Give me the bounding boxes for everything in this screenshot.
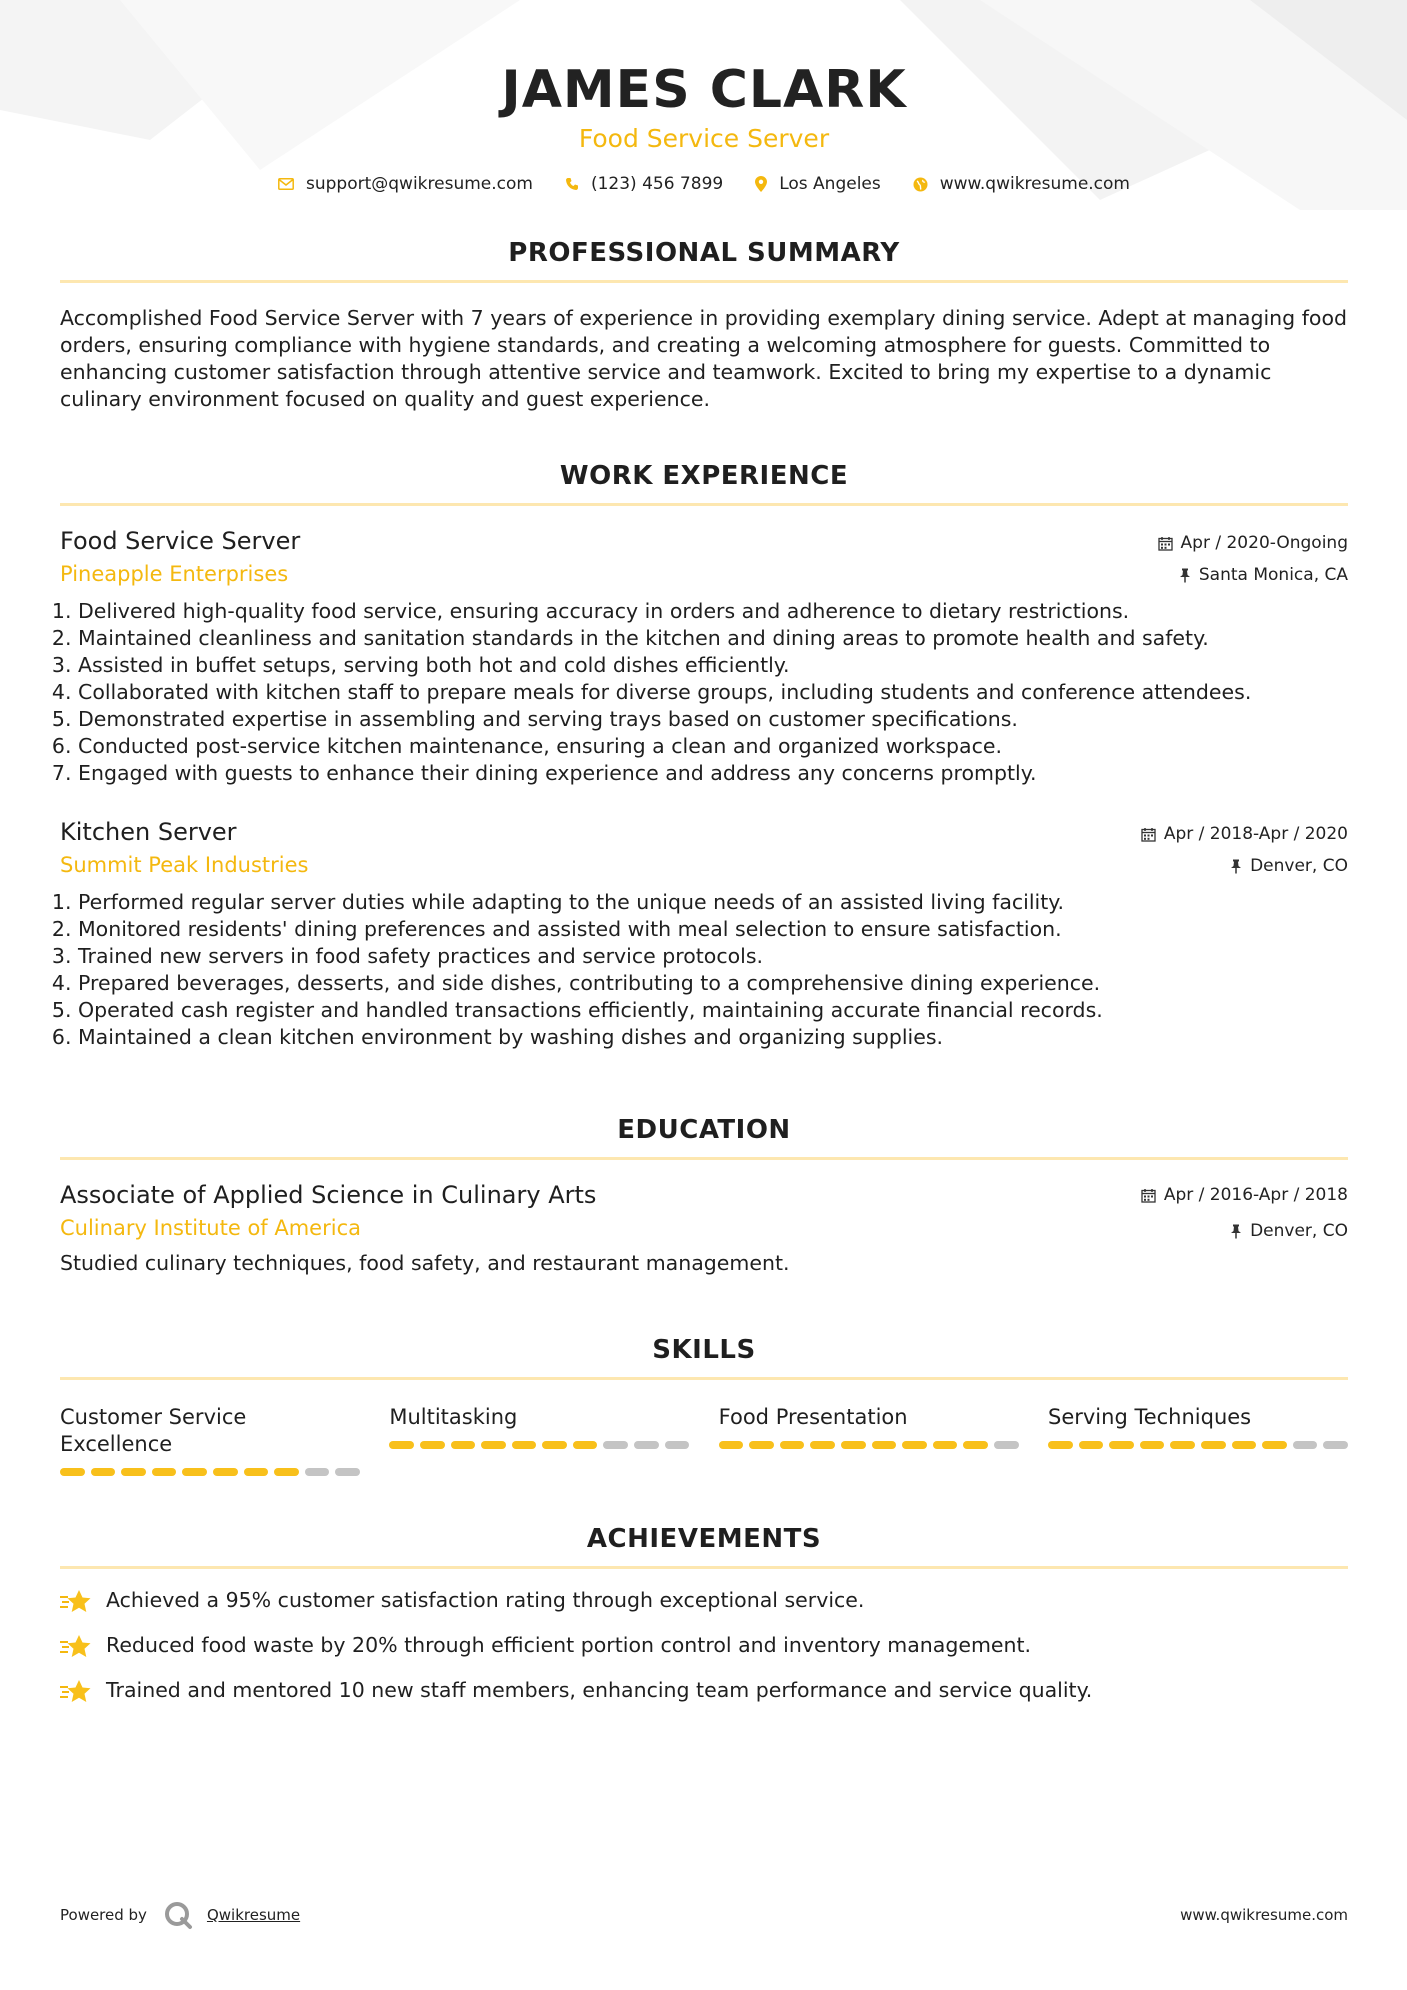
contact-website[interactable] <box>913 174 1130 194</box>
skill-name: Multitasking <box>389 1405 518 1429</box>
envelope-icon <box>278 178 294 190</box>
calendar-icon <box>1141 1188 1156 1203</box>
rating-dot-filled <box>933 1441 958 1449</box>
rating-dot-empty <box>305 1468 330 1476</box>
rating-dot-filled <box>719 1441 744 1449</box>
degree-title: Associate of Applied Science in Culinary Arts <box>60 1181 597 1209</box>
rating-dot-filled <box>1232 1441 1257 1449</box>
company-name: Pineapple Enterprises <box>60 562 289 586</box>
list-item: 7. Engaged with guests to enhance their dining experience and address any concerns promptly. <box>78 760 1348 787</box>
website-text: www.qwikresume.com <box>939 174 1130 194</box>
achievements-section <box>60 1524 1348 1704</box>
rating-dot-empty <box>1323 1441 1348 1449</box>
rating-dot-filled <box>1048 1441 1073 1449</box>
summary-text: Accomplished Food Service Server with 7 years of experience in providing exemplary dining service. Adept at managing food orders, ensuring compliance with hygiene standards, and creating a welcoming atmosphere for guests. Committed to enhancing customer satisfaction through attentive service and teamwork. Excited to bring my expertise to a dynamic culinary environment focused on quality and guest experience. <box>60 306 1348 411</box>
star-icon <box>60 1588 92 1614</box>
section-divider <box>60 503 1348 506</box>
list-item: 1. Delivered high-quality food service, ensuring accuracy in orders and adherence to dietary restrictions. <box>78 598 1348 625</box>
skill-rating <box>60 1468 360 1476</box>
email-text: support@qwikresume.com <box>306 174 533 194</box>
resume-header <box>60 0 1348 194</box>
achievement-item <box>60 1587 1348 1614</box>
globe-icon <box>913 177 928 192</box>
achievement-text: Reduced food waste by 20% through efficient portion control and inventory management. <box>106 1633 1032 1657</box>
skill-name: Customer Service Excellence <box>60 1405 247 1456</box>
contact-email[interactable] <box>278 174 533 194</box>
rating-dot-filled <box>1109 1441 1134 1449</box>
list-item: 4. Collaborated with kitchen staff to prepare meals for diverse groups, including students and conference attendees. <box>78 679 1348 706</box>
page-footer <box>60 1900 1348 1930</box>
job-title: Food Service Server <box>60 527 301 555</box>
map-pin-icon <box>755 176 767 192</box>
calendar-icon <box>1158 536 1173 551</box>
rating-dot-filled <box>963 1441 988 1449</box>
rating-dot-filled <box>780 1441 805 1449</box>
section-title-experience: WORK EXPERIENCE <box>559 461 849 491</box>
list-item: 2. Monitored residents' dining preferences and assisted with meal selection to ensure satisfaction. <box>78 916 1348 943</box>
list-item: 6. Maintained a clean kitchen environment by washing dishes and organizing supplies. <box>78 1024 1348 1051</box>
candidate-role: Food Service Server <box>578 124 830 153</box>
section-divider <box>60 1157 1348 1160</box>
skill-item <box>389 1404 689 1476</box>
skill-name: Serving Techniques <box>1047 1405 1252 1429</box>
rating-dot-filled <box>481 1441 506 1449</box>
job-location: Denver, CO <box>1250 856 1348 876</box>
section-divider <box>60 280 1348 283</box>
rating-dot-filled <box>1140 1441 1165 1449</box>
section-divider <box>60 1566 1348 1569</box>
achievement-item <box>60 1677 1348 1704</box>
list-item: 5. Operated cash register and handled transactions efficiently, maintaining accurate financial records. <box>78 997 1348 1024</box>
job-title: Kitchen Server <box>60 818 237 846</box>
rating-dot-filled <box>1079 1441 1104 1449</box>
rating-dot-filled <box>451 1441 476 1449</box>
skill-rating <box>389 1441 689 1449</box>
list-item: 6. Conducted post-service kitchen maintenance, ensuring a clean and organized workspace. <box>78 733 1348 760</box>
experience-section <box>60 461 1348 1051</box>
skills-grid <box>60 1404 1348 1476</box>
list-item: 5. Demonstrated expertise in assembling and serving trays based on customer specifications. <box>78 706 1348 733</box>
job-date: Apr / 2020-Ongoing <box>1180 533 1348 553</box>
rating-dot-empty <box>603 1441 628 1449</box>
rating-dot-empty <box>1293 1441 1318 1449</box>
section-divider <box>60 1377 1348 1380</box>
skill-rating <box>1048 1441 1348 1449</box>
powered-by-label: Powered by <box>60 1906 147 1924</box>
education-location: Denver, CO <box>1250 1221 1348 1241</box>
pin-icon <box>1230 1224 1242 1239</box>
rating-dot-filled <box>91 1468 116 1476</box>
rating-dot-empty <box>994 1441 1019 1449</box>
rating-dot-empty <box>335 1468 360 1476</box>
rating-dot-empty <box>634 1441 659 1449</box>
qwikresume-logo-icon <box>163 1900 193 1930</box>
job-entry <box>60 817 1348 1051</box>
contact-phone[interactable] <box>565 174 723 194</box>
footer-website[interactable]: www.qwikresume.com <box>1180 1906 1348 1924</box>
contact-location <box>755 174 881 194</box>
rating-dot-filled <box>749 1441 774 1449</box>
resume-page <box>60 0 1348 1704</box>
achievement-item <box>60 1632 1348 1659</box>
skill-item <box>60 1404 360 1476</box>
job-entry <box>60 526 1348 787</box>
rating-dot-filled <box>152 1468 177 1476</box>
rating-dot-filled <box>512 1441 537 1449</box>
skill-name: Food Presentation <box>718 1405 908 1429</box>
rating-dot-filled <box>872 1441 897 1449</box>
rating-dot-filled <box>274 1468 299 1476</box>
job-date: Apr / 2018-Apr / 2020 <box>1163 824 1348 844</box>
education-entry <box>60 1180 1348 1277</box>
list-item: 2. Maintained cleanliness and sanitation standards in the kitchen and dining areas to promote health and safety. <box>78 625 1348 652</box>
contact-bar <box>60 174 1348 194</box>
rating-dot-filled <box>810 1441 835 1449</box>
summary-section <box>60 238 1348 413</box>
company-name: Summit Peak Industries <box>60 853 309 877</box>
rating-dot-filled <box>420 1441 445 1449</box>
rating-dot-filled <box>60 1468 85 1476</box>
rating-dot-filled <box>841 1441 866 1449</box>
star-icon <box>60 1678 92 1704</box>
phone-icon <box>565 177 579 191</box>
rating-dot-filled <box>182 1468 207 1476</box>
section-title-skills: SKILLS <box>652 1335 756 1365</box>
list-item: 4. Prepared beverages, desserts, and side dishes, contributing to a comprehensive dining experience. <box>78 970 1348 997</box>
job-bullets <box>60 598 1348 787</box>
education-date: Apr / 2016-Apr / 2018 <box>1163 1185 1348 1205</box>
skills-section <box>60 1335 1348 1476</box>
skill-rating <box>719 1441 1019 1449</box>
rating-dot-filled <box>389 1441 414 1449</box>
rating-dot-filled <box>244 1468 269 1476</box>
list-item: 3. Trained new servers in food safety practices and service protocols. <box>78 943 1348 970</box>
candidate-name: JAMES CLARK <box>501 60 907 120</box>
rating-dot-filled <box>573 1441 598 1449</box>
skill-item <box>1048 1404 1348 1476</box>
brand-link[interactable]: Qwikresume <box>206 1906 301 1924</box>
rating-dot-filled <box>1262 1441 1287 1449</box>
list-item: 3. Assisted in buffet setups, serving both hot and cold dishes efficiently. <box>78 652 1348 679</box>
education-section <box>60 1115 1348 1277</box>
achievement-text: Trained and mentored 10 new staff members, enhancing team performance and service quality. <box>106 1678 1093 1702</box>
school-name: Culinary Institute of America <box>60 1216 361 1240</box>
list-item: 1. Performed regular server duties while adapting to the unique needs of an assisted living facility. <box>78 889 1348 916</box>
skill-item <box>719 1404 1019 1476</box>
phone-text: (123) 456 7899 <box>590 174 724 194</box>
section-title-education: EDUCATION <box>617 1115 791 1145</box>
section-title-achievements: ACHIEVEMENTS <box>586 1524 822 1554</box>
pin-icon <box>1230 859 1242 874</box>
pin-icon <box>1179 568 1191 583</box>
job-location: Santa Monica, CA <box>1198 565 1348 585</box>
location-text: Los Angeles <box>779 174 881 194</box>
rating-dot-filled <box>1170 1441 1195 1449</box>
rating-dot-filled <box>542 1441 567 1449</box>
star-icon <box>60 1633 92 1659</box>
rating-dot-filled <box>213 1468 238 1476</box>
job-bullets <box>60 889 1348 1051</box>
rating-dot-filled <box>121 1468 146 1476</box>
rating-dot-filled <box>1201 1441 1226 1449</box>
rating-dot-empty <box>665 1441 690 1449</box>
section-title-summary: PROFESSIONAL SUMMARY <box>508 238 900 268</box>
calendar-icon <box>1141 827 1156 842</box>
education-description: Studied culinary techniques, food safety, and restaurant management. <box>60 1251 790 1275</box>
rating-dot-filled <box>902 1441 927 1449</box>
achievement-text: Achieved a 95% customer satisfaction rating through exceptional service. <box>106 1588 865 1612</box>
